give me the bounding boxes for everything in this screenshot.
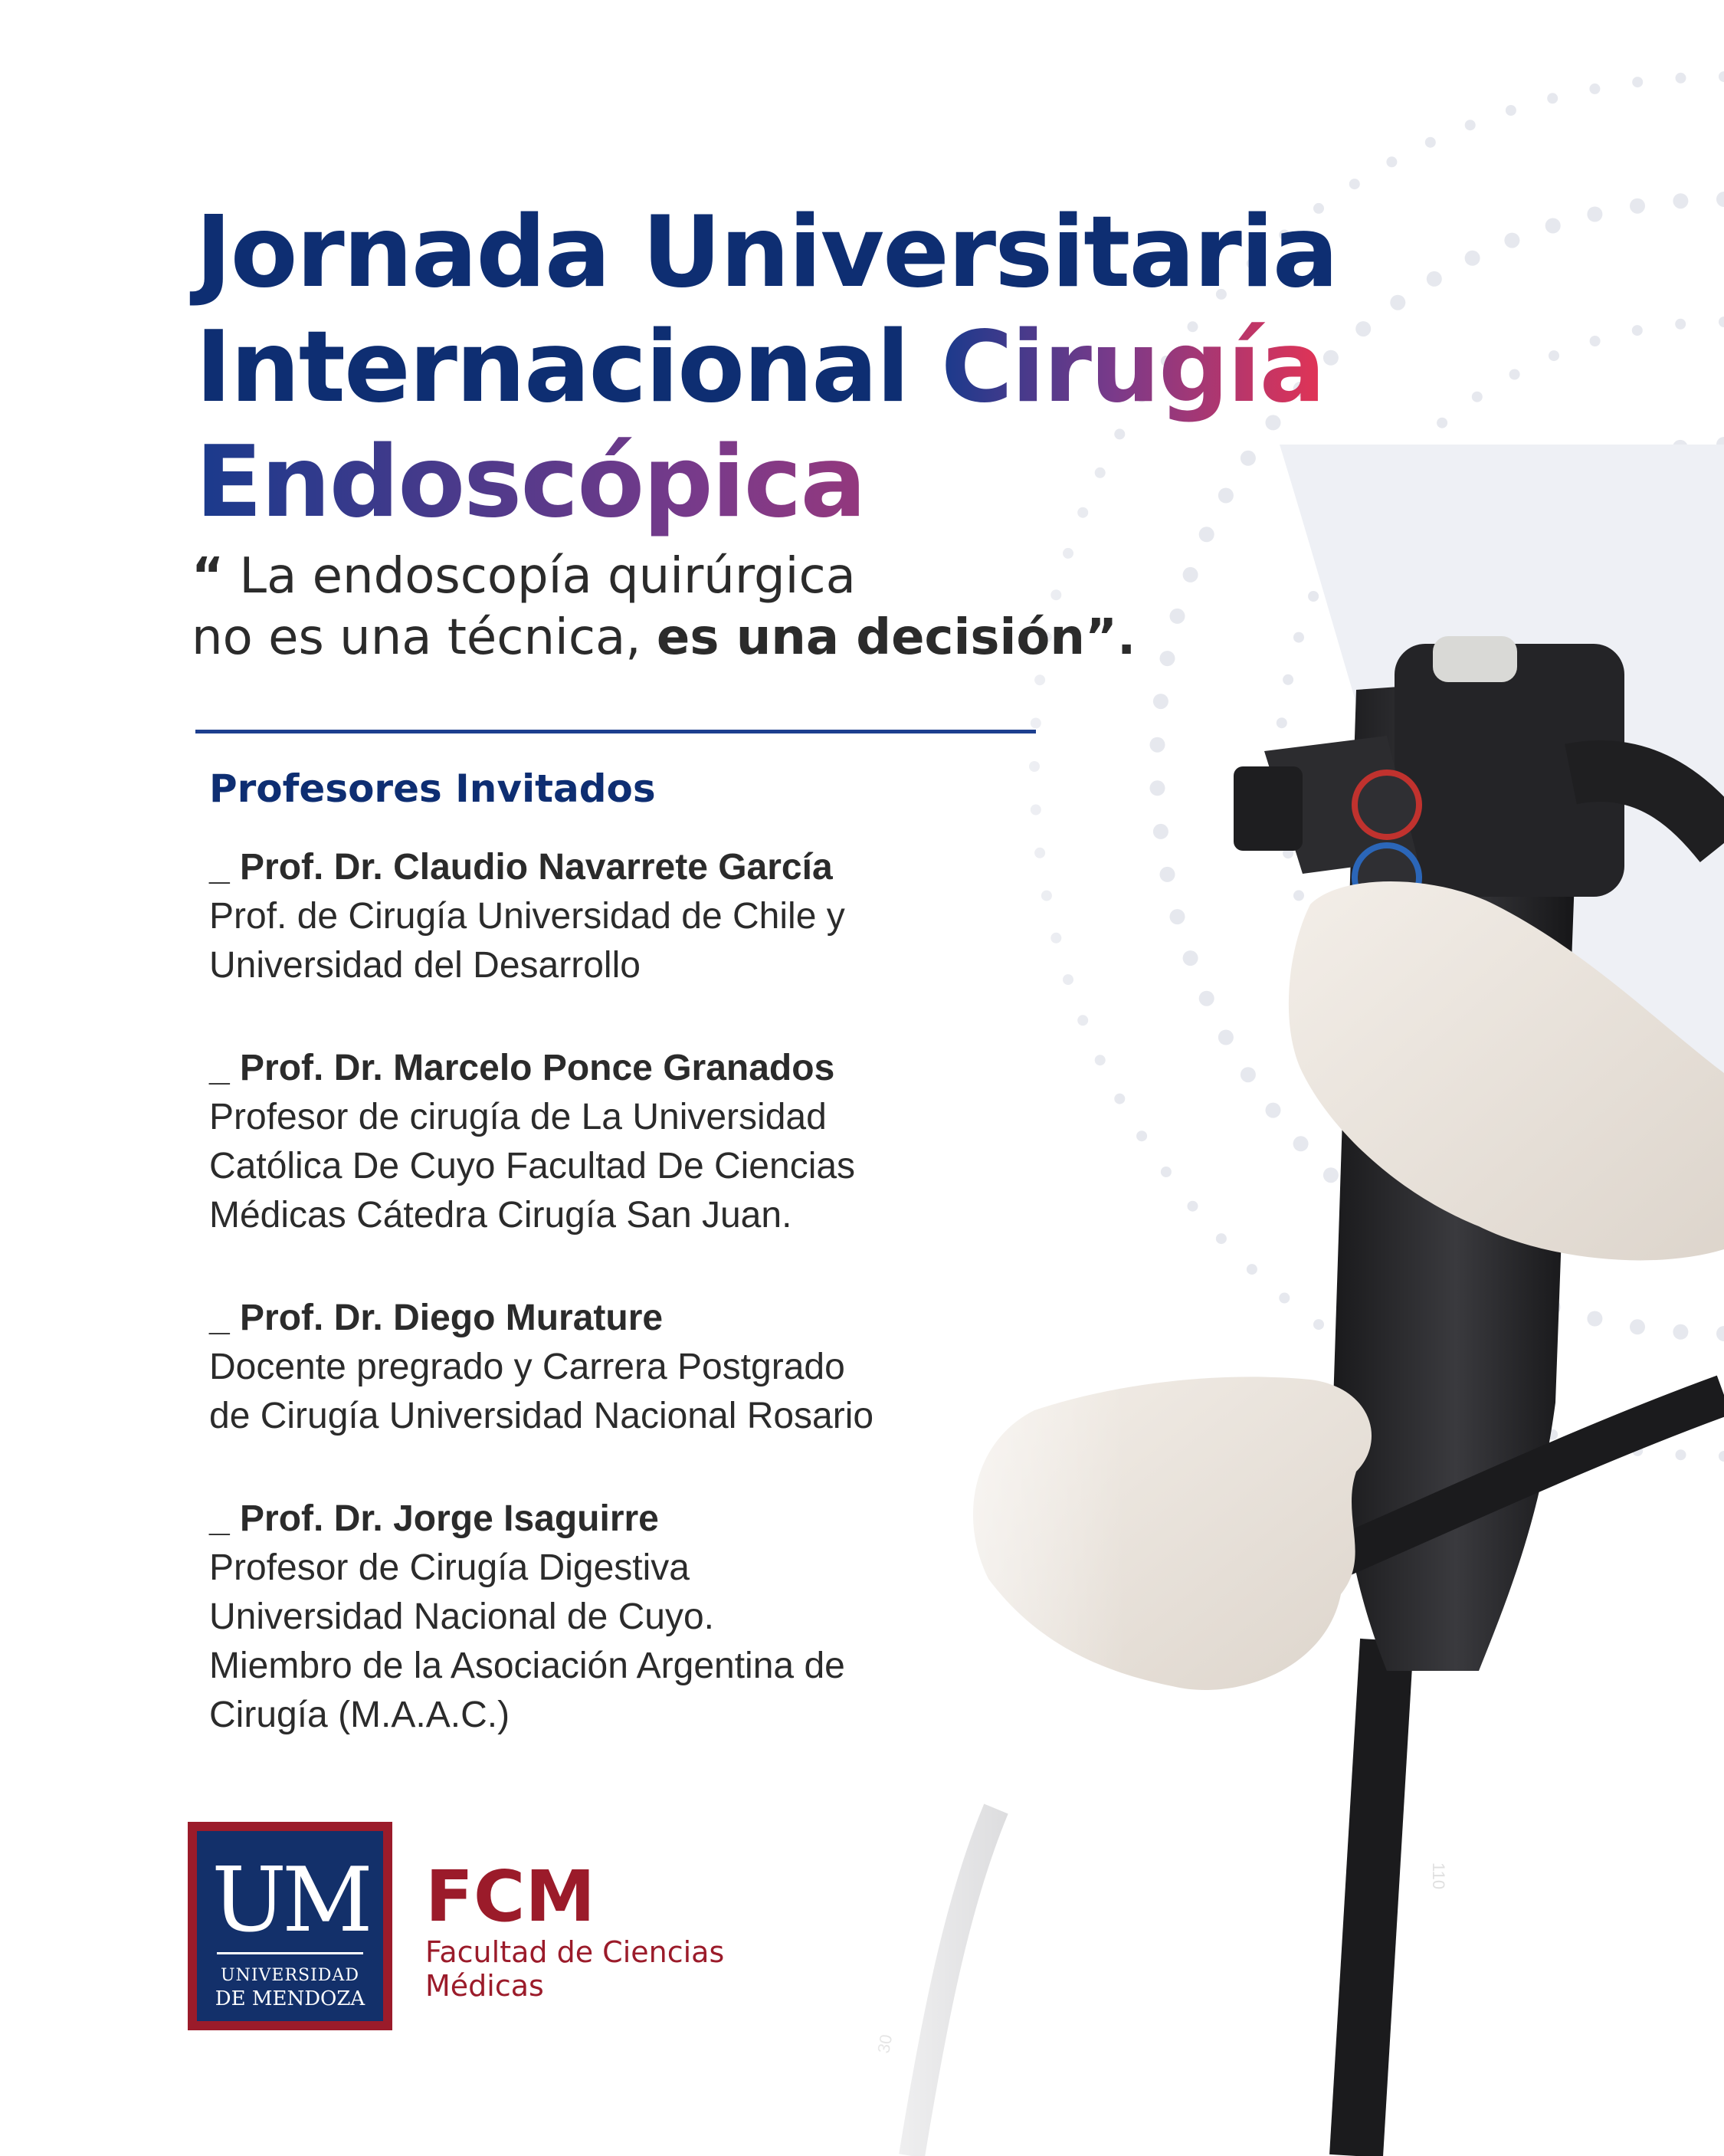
professor-description: Docente pregrado y Carrera Postgrado de Cirugía Universidad Nacional Rosario bbox=[209, 1347, 874, 1436]
professor-description: Profesor de Cirugía Digestiva Universidad Nacional de Cuyo. Miembro de la Asociación Argentina de Cirugía (M.A.A.C.) bbox=[209, 1547, 845, 1735]
quote-line-2: no es una técnica, bbox=[192, 609, 657, 666]
decorative-dot bbox=[1506, 105, 1516, 116]
title-accent-cirugia: Cirugía bbox=[941, 310, 1324, 425]
decorative-dot bbox=[1465, 251, 1480, 266]
quote-emphasis: es una decisión bbox=[656, 609, 1085, 666]
fcm-name: Facultad de Ciencias Médicas bbox=[425, 1935, 725, 2003]
title-line-2-plain: Internacional bbox=[195, 310, 941, 425]
decorative-dot bbox=[1425, 137, 1436, 148]
fcm-abbreviation: FCM bbox=[425, 1856, 595, 1938]
professor-description: Profesor de cirugía de La Universidad Católica De Cuyo Facultad De Ciencias Médicas Cátedra Cirugía San Juan. bbox=[209, 1097, 856, 1236]
decorative-dot bbox=[1587, 207, 1602, 222]
decorative-dot bbox=[1437, 418, 1447, 428]
professor-item bbox=[209, 1495, 1052, 1740]
decorative-dot bbox=[1355, 321, 1371, 336]
professor-item bbox=[209, 1044, 1052, 1240]
title-line-1: Jornada Universitaria bbox=[195, 195, 1338, 310]
fcm-logo bbox=[425, 1856, 793, 2003]
divider bbox=[195, 730, 1036, 733]
decorative-dot bbox=[1632, 77, 1643, 87]
decorative-dot bbox=[1630, 199, 1645, 214]
quote-open-mark: “ bbox=[192, 548, 225, 605]
professor-list bbox=[209, 843, 1052, 1793]
decorative-dot bbox=[1547, 93, 1558, 103]
title-accent-endoscopica: Endoscópica bbox=[195, 425, 1337, 540]
decorative-dot bbox=[1632, 325, 1643, 336]
universidad-de-mendoza-logo bbox=[188, 1822, 392, 2030]
decorative-dot bbox=[1719, 317, 1724, 327]
quote bbox=[192, 546, 1188, 668]
logo-rule bbox=[217, 1952, 363, 1954]
professor-name: _ Prof. Dr. Diego Murature bbox=[209, 1298, 664, 1338]
decorative-dot bbox=[1719, 71, 1724, 82]
logo-text-2: DE MENDOZA bbox=[215, 1987, 365, 2010]
decorative-dot bbox=[1504, 233, 1519, 248]
page-title bbox=[195, 195, 1337, 540]
professor-name: _ Prof. Dr. Jorge Isaguirre bbox=[209, 1498, 659, 1539]
decorative-dot bbox=[1549, 350, 1559, 361]
professor-description: Prof. de Cirugía Universidad de Chile y Universidad del Desarrollo bbox=[209, 896, 845, 986]
decorative-dot bbox=[1545, 218, 1561, 234]
decorative-dot bbox=[1673, 193, 1688, 208]
decorative-dot bbox=[1509, 369, 1520, 380]
decorative-dot bbox=[1465, 120, 1476, 130]
section-title: Profesores Invitados bbox=[209, 766, 656, 811]
professor-name: _ Prof. Dr. Claudio Navarrete García bbox=[209, 847, 833, 888]
decorative-dot bbox=[1676, 73, 1686, 84]
decorative-dot bbox=[1427, 271, 1442, 287]
title-line-2 bbox=[195, 310, 1337, 425]
quote-line-1: La endoscopía quirúrgica bbox=[239, 548, 856, 605]
professor-item bbox=[209, 1294, 1052, 1441]
decorative-dot bbox=[1590, 336, 1601, 346]
decorative-dot bbox=[1589, 84, 1600, 94]
logo-letters: UM bbox=[211, 1849, 369, 1952]
decorative-dot bbox=[1390, 295, 1405, 310]
quote-close-mark: ”. bbox=[1084, 609, 1136, 666]
decorative-dot bbox=[1472, 392, 1483, 402]
logo-text-1: UNIVERSIDAD bbox=[221, 1966, 359, 1985]
decorative-dot bbox=[1349, 179, 1360, 189]
decorative-dot bbox=[1716, 192, 1724, 207]
decorative-dot bbox=[1675, 319, 1686, 330]
decorative-dot bbox=[1386, 156, 1397, 167]
professor-name: _ Prof. Dr. Marcelo Ponce Granados bbox=[209, 1048, 835, 1088]
professor-item bbox=[209, 843, 1052, 990]
